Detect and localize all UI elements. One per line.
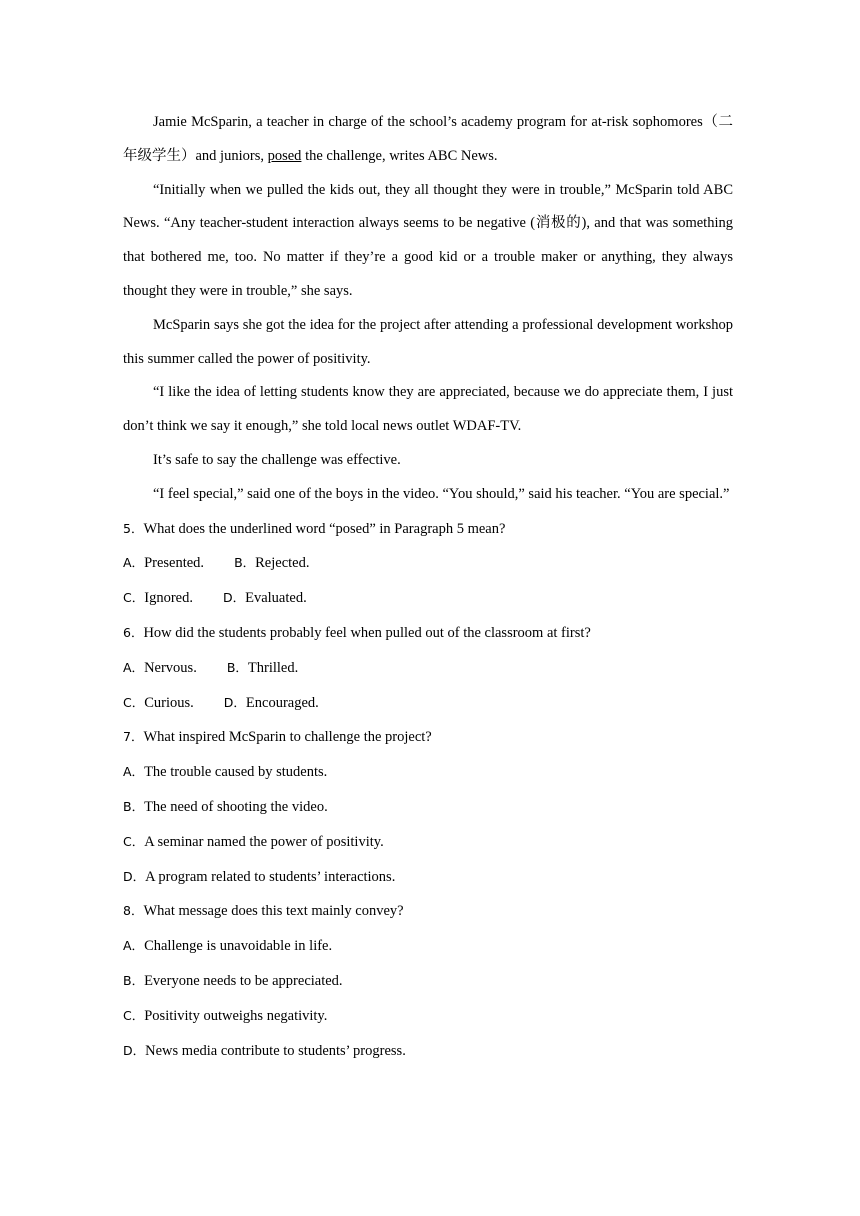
question-number: 7． xyxy=(123,729,144,745)
question-number: 6． xyxy=(123,624,144,640)
question-8 xyxy=(123,894,733,1068)
paragraph-6: “I feel special,” said one of the boys in the video. “You should,” said his teacher. “You are special.” xyxy=(153,485,730,502)
option-row xyxy=(123,929,733,964)
option-text: The need of shooting the video. xyxy=(144,798,328,815)
option-label: B． xyxy=(123,972,145,988)
question-text: What inspired McSparin to challenge the project? xyxy=(143,729,432,746)
option-row xyxy=(123,581,733,616)
paragraph-1-after: the challenge, writes ABC News. xyxy=(301,147,498,164)
question-stem xyxy=(123,512,733,547)
option-text: Thrilled. xyxy=(247,659,299,676)
paragraph-4: “I like the idea of letting students know they are appreciated, because we do appreciate them, I just don’t think we say it enough,” she told local news outlet WDAF-TV. xyxy=(123,384,733,435)
option-label: B． xyxy=(234,555,256,571)
option-row xyxy=(123,1034,733,1069)
option-text: Challenge is unavoidable in life. xyxy=(144,938,333,955)
question-number: 8． xyxy=(123,903,144,919)
question-text: How did the students probably feel when pulled out of the classroom at first? xyxy=(143,624,591,641)
paragraph-1-before: Jamie McSparin, a teacher in charge of the school’s academy program for at-risk sophomores（二年级学生）and juniors, xyxy=(123,114,733,164)
option-label: C． xyxy=(123,590,145,606)
option-label: D． xyxy=(123,1042,146,1058)
paragraph-1 xyxy=(123,106,733,174)
option-row xyxy=(123,999,733,1034)
question-text: What does the underlined word “posed” in Paragraph 5 mean? xyxy=(143,520,506,537)
option-text: Positivity outweighs negativity. xyxy=(144,1007,328,1024)
option-row xyxy=(123,860,733,895)
option-text: Everyone needs to be appreciated. xyxy=(144,972,343,989)
option-text: Evaluated. xyxy=(245,590,307,607)
option-text: Rejected. xyxy=(255,555,310,572)
question-text: What message does this text mainly convey? xyxy=(143,903,404,920)
question-stem xyxy=(123,616,733,651)
option-label: C． xyxy=(123,833,145,849)
question-stem xyxy=(123,894,733,929)
question-5 xyxy=(123,512,733,616)
option-row xyxy=(123,755,733,790)
question-stem xyxy=(123,720,733,755)
document-body xyxy=(123,106,733,1068)
question-7 xyxy=(123,720,733,894)
option-text: The trouble caused by students. xyxy=(144,764,328,781)
paragraph-2: “Initially when we pulled the kids out, they all thought they were in trouble,” McSparin told ABC News. “Any teacher-student interaction always seems to be negative (消极的), and that was something that bothered me, too. No matter if they’re a good kid or a trouble maker or anything, they always thought they were in trouble,” she says. xyxy=(123,181,733,299)
option-label: A． xyxy=(123,764,145,780)
option-label: B． xyxy=(123,798,145,814)
paragraph-5: It’s safe to say the challenge was effective. xyxy=(153,451,401,468)
option-row xyxy=(123,964,733,999)
paragraph-3: McSparin says she got the idea for the project after attending a professional development workshop this summer called the power of positivity. xyxy=(123,316,733,367)
option-row xyxy=(123,686,733,721)
option-label: A． xyxy=(123,555,145,571)
option-text: Curious. xyxy=(144,694,194,711)
option-label: B． xyxy=(226,659,248,675)
option-text: Ignored. xyxy=(144,590,193,607)
underlined-word: posed xyxy=(267,147,302,164)
option-row xyxy=(123,651,733,686)
option-text: Encouraged. xyxy=(245,694,319,711)
option-label: A． xyxy=(123,938,145,954)
option-row xyxy=(123,790,733,825)
option-text: Presented. xyxy=(144,555,205,572)
option-label: D． xyxy=(223,694,246,710)
option-row xyxy=(123,546,733,581)
option-label: A． xyxy=(123,659,145,675)
option-label: C． xyxy=(123,1007,145,1023)
option-label: C． xyxy=(123,694,145,710)
option-row xyxy=(123,825,733,860)
option-label: D． xyxy=(123,868,146,884)
option-label: D． xyxy=(222,590,246,606)
question-6 xyxy=(123,616,733,720)
question-number: 5． xyxy=(123,520,144,536)
option-text: Nervous. xyxy=(144,659,197,676)
option-text: A seminar named the power of positivity. xyxy=(144,833,384,850)
option-text: News media contribute to students’ progress. xyxy=(145,1042,406,1059)
option-text: A program related to students’ interactions. xyxy=(145,868,396,885)
